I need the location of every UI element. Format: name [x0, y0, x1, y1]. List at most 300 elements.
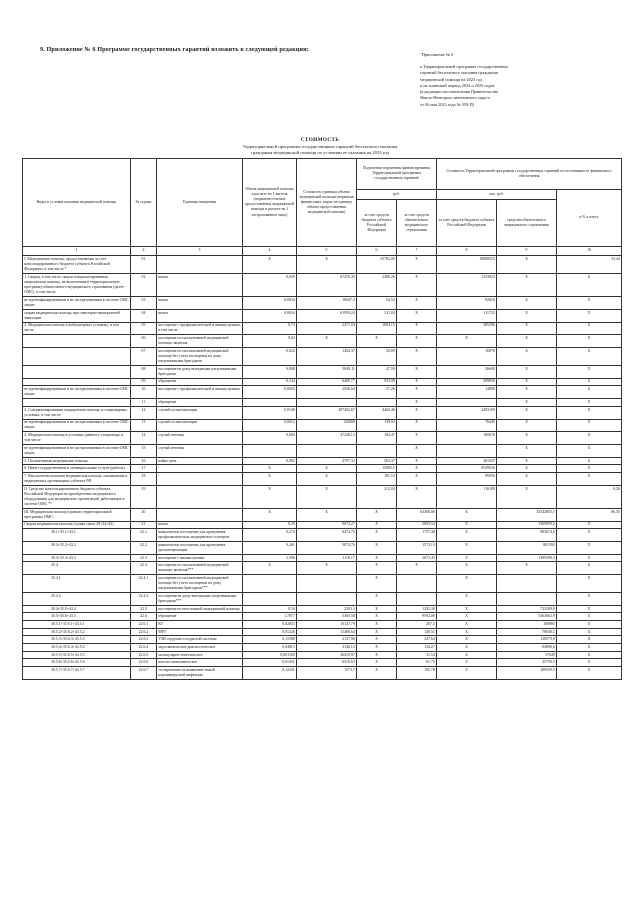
row-total-budget: 92616 — [437, 297, 497, 310]
row-per-capita-budget: X — [357, 529, 397, 542]
row-unit-cost: 2471,04 — [297, 322, 357, 335]
row-per-capita-oms: X — [397, 432, 437, 445]
row-unit-cost: 5874,76 — [297, 541, 357, 554]
row-label: Скорая медицинская помощь (сумма строк 29+34+43) — [23, 521, 131, 529]
row-per-capita-budget: 563,37 — [357, 457, 397, 465]
table-row — [23, 529, 622, 542]
row-per-capita-oms: X — [397, 445, 437, 458]
row-percent: X — [557, 348, 622, 366]
row-label: 4. Медицинская помощь в условиях дневного стационара, в том числе — [23, 432, 131, 445]
row-total-budget: X — [437, 636, 497, 644]
row-total-budget: X — [437, 508, 497, 521]
row-total-budget: X — [437, 628, 497, 636]
table-row — [23, 386, 622, 399]
row-label: 6. Иные государственные и муниципальные услуги (работы) — [23, 465, 131, 473]
row-percent: X — [557, 575, 622, 593]
row-percent: X — [557, 473, 622, 486]
row-per-capita-budget: 4463,46 — [357, 406, 397, 419]
table-row — [23, 256, 622, 274]
header-unit: Единица измерения — [157, 159, 243, 247]
row-total-budget: X — [437, 592, 497, 605]
row-volume: 0,0034 — [243, 297, 297, 310]
row-volume: X — [243, 485, 297, 508]
row-volume: 0,01226 — [243, 628, 297, 636]
row-per-capita-budget — [357, 399, 397, 407]
row-unit: УЗИ сердечно-сосудистой системы — [157, 636, 243, 644]
row-volume: 0,0149 — [243, 406, 297, 419]
row-per-capita-oms: X — [397, 465, 437, 473]
row-unit: вызов — [157, 297, 243, 310]
row-unit: посещение по паллиативной медицинской помощи без учета посещения на дому патронажными бригадами*** — [157, 575, 243, 593]
header-program-cost: Стоимость Территориальной программы государственных гарантий по источникам ее финансового обеспечения — [437, 159, 622, 190]
row-number: 02 — [131, 274, 157, 297]
header-thousand-rub: тыс. руб. — [437, 189, 557, 200]
column-number: 2 — [131, 246, 157, 256]
row-volume: 0,004 — [243, 432, 297, 445]
table-row — [23, 457, 622, 465]
row-per-capita-budget: X — [357, 659, 397, 667]
table-row — [23, 465, 622, 473]
row-unit-cost: 1573,7 — [297, 667, 357, 680]
row-number: 20 — [131, 508, 157, 521]
table-row — [23, 473, 622, 486]
row-percent: X — [557, 562, 622, 575]
row-unit: комплексное посещение для проведения диспансеризации — [157, 541, 243, 554]
row-total-oms: X — [497, 335, 557, 348]
row-unit-cost: 67476,45 — [297, 274, 357, 297]
header-percent: в % к итогу — [557, 189, 622, 246]
row-total-budget: 76440 — [437, 419, 497, 432]
row-unit-cost: X — [297, 562, 357, 575]
row-label: II. Средства консолидированного бюджета субъекта Российской Федерации на приобретение медицинского оборудования для медицинских организаций, работающих в системе ОМС ** — [23, 485, 131, 508]
row-per-capita-budget — [357, 445, 397, 458]
row-percent: X — [557, 465, 622, 473]
row-total-budget: X — [437, 554, 497, 562]
row-label — [23, 365, 131, 378]
row-label — [23, 348, 131, 366]
row-per-capita-budget: X — [357, 628, 397, 636]
row-per-capita-oms: X — [397, 378, 437, 386]
row-percent: X — [557, 521, 622, 529]
row-per-capita-oms: 140,51 — [397, 628, 437, 636]
row-volume: 0,092 — [243, 457, 297, 465]
header-budget: за счет средств бюджета субъекта Российской Федерации — [357, 200, 397, 247]
row-unit: комплексное посещение для проведения профилактических медицинских осмотров — [157, 529, 243, 542]
row-label: III. Медицинская помощь в рамках территориальной программы ОМС: — [23, 508, 131, 521]
row-number: 08 — [131, 365, 157, 378]
row-per-capita-oms: X — [397, 365, 437, 378]
row-label: 30.5.6+35.6.6+43.5.6 — [23, 659, 131, 667]
row-unit-cost: 5949,11 — [297, 365, 357, 378]
row-percent: 0,20 — [557, 485, 622, 508]
row-percent: X — [557, 621, 622, 629]
table-row — [23, 322, 622, 335]
row-volume: 0,008 — [243, 365, 297, 378]
row-unit: МРТ — [157, 628, 243, 636]
row-label — [23, 335, 131, 348]
row-per-capita-oms: X — [397, 473, 437, 486]
table-row — [23, 628, 622, 636]
row-total-oms: X — [497, 457, 557, 465]
table-row — [23, 667, 622, 680]
row-unit: эндоскопическое диагностическое — [157, 644, 243, 652]
column-numbers-row — [23, 246, 622, 256]
row-unit-cost — [297, 445, 357, 458]
row-per-capita-budget: X — [357, 562, 397, 575]
row-total-oms: X — [497, 406, 557, 419]
row-unit-cost: 1118,17 — [297, 554, 357, 562]
row-total-oms: X — [497, 274, 557, 297]
row-unit: посещение на дому выездными патронажными бригадами — [157, 365, 243, 378]
row-unit-cost: X — [297, 256, 357, 274]
row-total-budget: X — [437, 667, 497, 680]
row-total-oms: 84696,6 — [497, 644, 557, 652]
row-volume — [243, 445, 297, 458]
row-unit-cost — [297, 399, 357, 407]
row-label: 5. Паллиативная медицинская помощь — [23, 457, 131, 465]
row-number: 22.4.2 — [131, 592, 157, 605]
row-volume: 2,596 — [243, 554, 297, 562]
row-per-capita-budget: 933,99 — [357, 378, 397, 386]
header-row-number: № строки — [131, 159, 157, 247]
table-row — [23, 335, 622, 348]
row-total-budget: X — [437, 605, 497, 613]
header-oms-total: средства обязательного медицинского страхования — [497, 200, 557, 247]
row-total-oms: X — [497, 473, 557, 486]
row-percent: X — [557, 274, 622, 297]
row-total-oms: X — [497, 256, 557, 274]
row-unit: случай лечения — [157, 432, 243, 445]
row-label: 30.5.2+35.6.2+43.5.2 — [23, 628, 131, 636]
row-percent: X — [557, 445, 622, 458]
row-total-oms: 5363662,9 — [497, 613, 557, 621]
row-percent: X — [557, 322, 622, 335]
table-row — [23, 592, 622, 605]
table-row — [23, 365, 622, 378]
row-unit-cost: 6480,77 — [297, 378, 357, 386]
row-percent: X — [557, 592, 622, 605]
row-per-capita-budget: X — [357, 592, 397, 605]
row-unit: койко-день — [157, 457, 243, 465]
row-volume: 0,039 — [243, 274, 297, 297]
row-per-capita-budget: 35782,85 — [357, 256, 397, 274]
row-number: 15 — [131, 445, 157, 458]
row-per-capita-budget: 15985,5 — [357, 465, 397, 473]
row-label: 30.5.1+35.6.1+43.5.1 — [23, 621, 131, 629]
row-unit-cost: 1404,37 — [297, 348, 357, 366]
row-percent: X — [557, 457, 622, 465]
row-total-oms: 17649 — [497, 651, 557, 659]
row-total-oms: X — [497, 309, 557, 322]
row-per-capita-budget: 211,84 — [357, 309, 397, 322]
row-total-oms: 881393 — [497, 541, 557, 554]
row-per-capita-budget: 212,84 — [357, 485, 397, 508]
appendix-line: к Территориальной программе государственных — [420, 64, 509, 70]
table-row — [23, 541, 622, 554]
header-budget-total: за счет средств бюджета субъекта Российской Федерации — [437, 200, 497, 247]
row-per-capita-budget: 2480,26 — [357, 274, 397, 297]
row-per-capita-budget: X — [357, 575, 397, 593]
row-total-budget: X — [437, 575, 497, 593]
row-per-capita-oms: X — [397, 562, 437, 575]
row-unit-cost: X — [297, 485, 357, 508]
row-per-capita-oms: X — [397, 348, 437, 366]
table-row — [23, 613, 622, 621]
row-label: 7. Высокотехнологичная медицинская помощь, оказываемая в медицинских организациях субъекта РФ — [23, 473, 131, 486]
row-total-oms: 45756,5 — [497, 659, 557, 667]
row-per-capita-budget: 30,89 — [357, 348, 397, 366]
row-per-capita-oms: 31,54 — [397, 651, 437, 659]
row-per-capita-oms: X — [397, 322, 437, 335]
header-per-capita: Подушевые нормативы финансирования Территориальной программы государственных гарантий — [357, 159, 437, 190]
row-unit-cost: 6474,75 — [297, 529, 357, 542]
table-row — [23, 378, 622, 386]
row-per-capita-oms: X — [397, 309, 437, 322]
row-total-oms: X — [497, 562, 557, 575]
row-unit-cost: 47246,13 — [297, 432, 357, 445]
row-label: 35.4 — [23, 562, 131, 575]
row-total-budget: 111725 — [437, 309, 497, 322]
row-unit-cost: 297202,67 — [297, 406, 357, 419]
row-total-budget: X — [437, 659, 497, 667]
row-per-capita-oms: 1757,48 — [397, 529, 437, 542]
row-unit-cost: 61959,24 — [297, 309, 357, 322]
row-unit: - — [157, 465, 243, 473]
row-number: 01 — [131, 256, 157, 274]
row-unit-cost: 11480,64 — [297, 628, 357, 636]
row-percent: X — [557, 644, 622, 652]
row-volume — [243, 399, 297, 407]
row-volume: 0,0012 — [243, 419, 297, 432]
row-percent: 66,35 — [557, 508, 622, 521]
row-volume: X — [243, 508, 297, 521]
table-row — [23, 651, 622, 659]
row-per-capita-oms: X — [397, 274, 437, 297]
row-total-budget: 16876 — [437, 348, 497, 366]
row-volume: 0,29 — [243, 521, 297, 529]
row-unit: посещение по неотложной медицинской помощи — [157, 605, 243, 613]
row-label: не идентифицированным и не застрахованным в системе ОМС лицам — [23, 386, 131, 399]
row-per-capita-oms: X — [397, 406, 437, 419]
row-per-capita-budget: 184,47 — [357, 432, 397, 445]
column-number: 1 — [23, 246, 131, 256]
row-volume: X — [243, 473, 297, 486]
row-total-oms: X — [497, 445, 557, 458]
row-per-capita-budget: X — [357, 644, 397, 652]
appendix-line: гарантий бесплатного оказания гражданам — [420, 70, 499, 76]
row-total-budget: X — [437, 621, 497, 629]
row-label: 30.5.5+35.6.5+43.5.5 — [23, 651, 131, 659]
row-number: 22.6.6 — [131, 659, 157, 667]
row-per-capita-budget: 181,53 — [357, 473, 397, 486]
column-number: 7 — [397, 246, 437, 256]
row-percent: X — [557, 605, 622, 613]
row-volume: 1,7877 — [243, 613, 297, 621]
row-per-capita-budget: X — [357, 605, 397, 613]
row-total-oms: 1569959,2 — [497, 521, 557, 529]
row-total-oms: X — [497, 322, 557, 335]
row-total-oms: X — [497, 419, 557, 432]
row-unit-cost: 4797,32 — [297, 457, 357, 465]
row-volume — [243, 592, 297, 605]
appendix-line: Ямало-Ненецкого автономного округа — [420, 95, 490, 101]
row-per-capita-oms: X — [397, 457, 437, 465]
row-per-capita-budget: X — [357, 613, 397, 621]
row-total-budget: X — [437, 562, 497, 575]
row-volume: 0,001165 — [243, 651, 297, 659]
row-unit-cost: 6510,63 — [297, 659, 357, 667]
row-label: I. Медицинская помощь, предоставляемая за счет консолидированного бюджета субъекта Российской Федерации, в том числе * — [23, 256, 131, 274]
row-unit: случай госпитализации — [157, 419, 243, 432]
row-total-oms: 160883 — [497, 621, 557, 629]
appendix-label: "Приложение № 6 — [420, 52, 454, 57]
row-percent: X — [557, 541, 622, 554]
row-total-oms: 983674,6 — [497, 529, 557, 542]
row-unit-cost: 10147,79 — [297, 621, 357, 629]
row-total-oms — [497, 575, 557, 593]
row-unit-cost: 2936,04 — [297, 386, 357, 399]
row-label: не идентифицированным и не застрахованным в системе ОМС лицам — [23, 445, 131, 458]
row-label — [23, 378, 131, 386]
row-unit: посещение с профилактической и иными целями — [157, 386, 243, 399]
row-label: скорая медицинская помощь при санитарно-авиационной эвакуации — [23, 309, 131, 322]
table-row — [23, 636, 622, 644]
row-per-capita-budget: 27,26 — [357, 386, 397, 399]
row-total-oms — [497, 592, 557, 605]
row-total-oms: X — [497, 365, 557, 378]
row-total-budget — [437, 399, 497, 407]
row-volume: 0,11588 — [243, 636, 297, 644]
row-total-oms: X — [497, 297, 557, 310]
row-number: 22.6 — [131, 613, 157, 621]
row-volume: 0,144 — [243, 378, 297, 386]
row-number: 14 — [131, 432, 157, 445]
row-per-capita-oms: X — [397, 297, 437, 310]
row-unit-cost: 5365,58 — [297, 613, 357, 621]
cost-table — [22, 158, 622, 680]
row-per-capita-oms: 63468,06 — [397, 508, 437, 521]
row-per-capita-oms — [397, 575, 437, 593]
row-number: 19 — [131, 485, 157, 508]
row-percent: X — [557, 309, 622, 322]
header-rub: руб. — [357, 189, 437, 200]
row-percent: X — [557, 419, 622, 432]
title-main: СТОИМОСТЬ — [300, 137, 340, 143]
column-number: 6 — [357, 246, 397, 256]
row-number: 07 — [131, 348, 157, 366]
row-volume: 0,0003 — [243, 386, 297, 399]
column-number: 4 — [243, 246, 297, 256]
row-label — [23, 399, 131, 407]
row-per-capita-oms: 287,5 — [397, 621, 437, 629]
row-per-capita-budget: X — [357, 508, 397, 521]
row-volume: 0,02 — [243, 335, 297, 348]
appendix-block — [420, 52, 620, 108]
row-total-budget: 385396 — [437, 322, 497, 335]
row-unit-cost: X — [297, 465, 357, 473]
row-unit-cost: 3146,13 — [297, 644, 357, 652]
row-total-budget: X — [437, 529, 497, 542]
row-unit: вызов — [157, 274, 243, 297]
appendix-line: и на плановый период 2024 и 2025 годов — [420, 82, 495, 88]
row-unit-cost: X — [297, 508, 357, 521]
row-label: 30.2+35.2+43.2 — [23, 541, 131, 554]
row-number: 09 — [131, 378, 157, 386]
row-volume: 0,73 — [243, 322, 297, 335]
table-row — [23, 575, 622, 593]
row-total-oms: X — [497, 465, 557, 473]
row-unit: случай госпитализации — [157, 406, 243, 419]
row-label: не идентифицированным и не застрахованным в системе ОМС лицам — [23, 297, 131, 310]
row-label: 30.5.3+35.6.3+43.5.3 — [23, 636, 131, 644]
row-number: 06 — [131, 335, 157, 348]
row-total-budget: 2493109 — [437, 406, 497, 419]
row-per-capita-budget: X — [357, 541, 397, 554]
amendment-heading: 9. Приложение № 6 Программе государственных гарантий изложить в следующей редакции: — [40, 46, 309, 53]
row-total-budget — [437, 445, 497, 458]
row-total-oms: 138579,8 — [497, 636, 557, 644]
table-row — [23, 399, 622, 407]
table-row — [23, 521, 622, 529]
row-per-capita-oms: 81,75 — [397, 659, 437, 667]
row-unit: посещение по паллиативной медицинской помощи без учета посещения на дому патронажными бригадами — [157, 348, 243, 366]
row-percent: X — [557, 432, 622, 445]
row-per-capita-budget: X — [357, 651, 397, 659]
row-volume: X — [243, 562, 297, 575]
header-oms: за счет средств обязательного медицинского страхования — [397, 200, 437, 247]
row-per-capita-oms: X — [397, 256, 437, 274]
row-total-oms: X — [497, 348, 557, 366]
table-row — [23, 348, 622, 366]
row-number: 22.2 — [131, 541, 157, 554]
row-label: 30.3+35.3+43.3 — [23, 554, 131, 562]
row-total-oms: X — [497, 386, 557, 399]
row-total-budget: X — [437, 541, 497, 554]
row-number: 13 — [131, 419, 157, 432]
row-per-capita-oms: 247,64 — [397, 636, 437, 644]
row-volume — [243, 575, 297, 593]
row-total-oms: 109559,5 — [497, 667, 557, 680]
row-unit — [157, 485, 243, 508]
row-unit-cost: X — [297, 473, 357, 486]
row-total-budget: X — [437, 644, 497, 652]
row-label: 1. Скорая, в том числе скорая специализированная медицинская помощь, не включенная в территориальную программу обязательного медицинского страхования (далее - ОМС), в том числе — [23, 274, 131, 297]
row-volume: X — [243, 465, 297, 473]
row-unit: посещение по паллиативной медицинской помощи, включая*** — [157, 562, 243, 575]
table-row — [23, 309, 622, 322]
row-per-capita-budget: X — [357, 621, 397, 629]
table-row — [23, 659, 622, 667]
table-row — [23, 644, 622, 652]
row-percent: X — [557, 636, 622, 644]
row-number: 16 — [131, 457, 157, 465]
row-label: 30.4+35.5+43.4 — [23, 605, 131, 613]
row-total-oms: X — [497, 378, 557, 386]
header-unit-cost: Стоимость единицы объема медицинской помощи (норматив финансовых затрат на единицу объема предоставления медицинской помощи) — [297, 159, 357, 247]
row-label: 30.5+35.6+43.5 — [23, 613, 131, 621]
row-per-capita-oms: 195,78 — [397, 667, 437, 680]
row-percent: X — [557, 378, 622, 386]
row-total-budget: 26609 — [437, 365, 497, 378]
row-total-budget: X — [437, 335, 497, 348]
row-label: не идентифицированным и не застрахованным в системе ОМС лицам — [23, 419, 131, 432]
row-label: 30.5.7+35.6.7+43.5.7 — [23, 667, 131, 680]
row-number: 03 — [131, 297, 157, 310]
row-unit: КТ — [157, 621, 243, 629]
row-per-capita-budget: X — [357, 667, 397, 680]
row-per-capita-oms: X — [397, 485, 437, 508]
header-kinds: Виды и условия оказания медицинской помощи — [23, 159, 131, 247]
